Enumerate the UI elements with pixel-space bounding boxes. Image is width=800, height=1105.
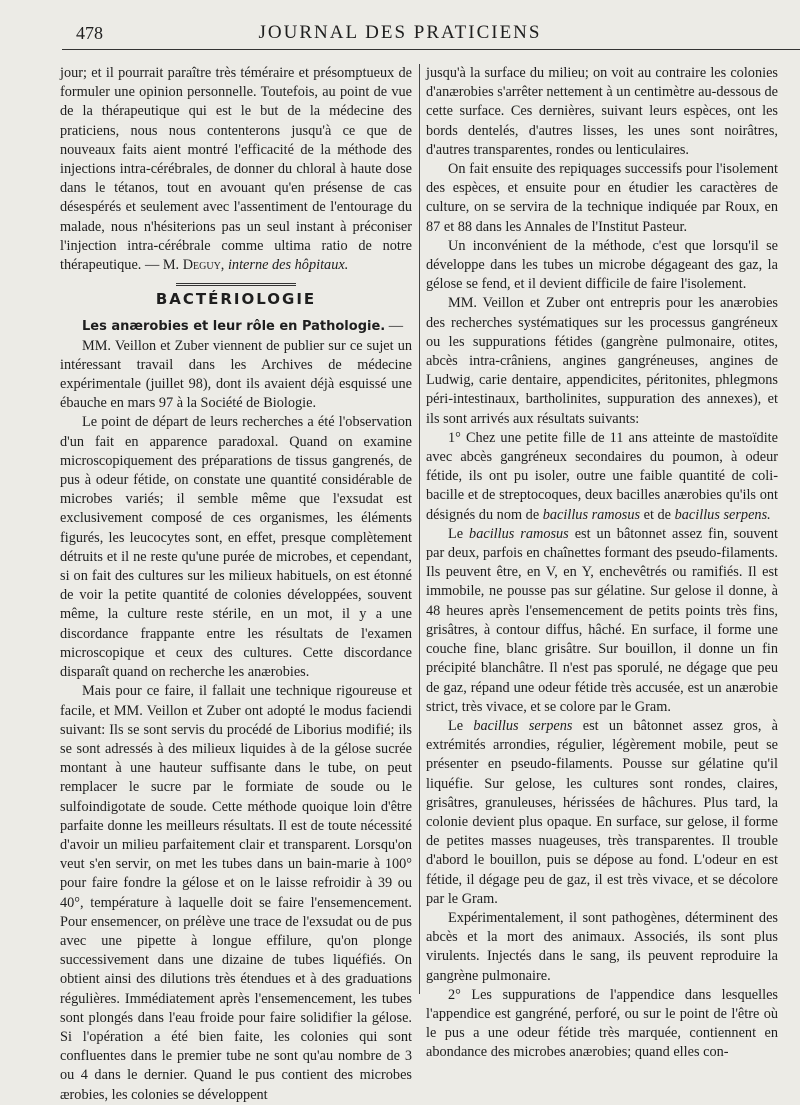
paragraph [60, 317, 412, 336]
paragraph [426, 717, 778, 909]
species-name: bacillus serpens [473, 717, 573, 734]
paragraph: Le point de départ de leurs recherches a été l'observation d'un fait en apparence paradoxal. Quand on examine microscopiquement des préparations de tissus gangrenés, de pus à odeur fétide, on constate une quantité considérable de microbes variés; il semble même que l'exsudat est exclusivement composé de ces organismes, les éléments figurés, les leucocytes sont, en effet, presque complètement détruits et il ne reste qu'une purée de microbes, et cependant, si on fait des cultures sur les milieux habituels, on est étonné de voir la petite quantité de colonies développées, souvent même, la culture reste stérile, en un mot, il y a une discordance frappante entre les résultats de l'examen microscopique et ceux des cultures. Cette discordance disparaît quand on recherche les anærobies. [60, 414, 412, 681]
section-rule [176, 283, 296, 286]
article-dash: — [385, 318, 404, 335]
paragraph-text: est un bâtonnet assez fin, souvent par deux, parfois en chaînettes formant des pseudo-filaments. Ils peuvent être, en V, en Y, enchevêtrés ou ramifiés. Il est immobile, ne pousse pas sur gélatine. Sur gelose il donne, à 48 heures après l'ensemencement de petits points très fins, grisâtres, à contour diffus, hâché. En surface, il forme une couche fine, blanc grisâtre. Sur bouillon, il donne un fin précipité blanchâtre. Il n'est pas sporulé, ne dégage que peu de gaz, répand une odeur fétide très accusée, est un anærobie strict, très vivace, et se colore par le Gram. [426, 525, 779, 715]
author-name: Deguy, [182, 257, 225, 274]
paragraph-text: Le [448, 525, 470, 542]
paragraph-text: jour; et il pourrait paraître très téméraire et présomptueux de formuler une opinion personnelle. Toutefois, au point de vue de la thérapeutique qui est le but de la médecine des praticiens, nous nous contenterons jusqu'à ce que de nouveaux faits aient montré l'efficacité de la méthode des injections intra-cérébrales, de donner du chloral à haute dose dans le tétanos, tout en avouant qu'en présense de cas désespérés et seulement avec l'assentiment de l'entourage du malade, nous n'hésiterions pas un seul instant à préconiser l'injection intra-cérébrale comme ultima ratio de notre thérapeutique. — M. [60, 65, 412, 274]
article-title: Les anærobies et leur rôle en Pathologie. [82, 319, 386, 335]
paragraph: Expérimentalement, il sont pathogènes, déterminent des abcès et la mort des animaux. Associés, ils sont plus virulents. Injectés dans le sang, ils peuvent reproduire la gangrène pulmonaire. [426, 909, 778, 984]
right-column [426, 64, 778, 1063]
paragraph: Un inconvénient de la méthode, c'est que lorsqu'il se développe dans les tubes un microbe dégageant des gaz, la gélose se fend, et il devient difficile de faire l'isolement. [426, 237, 778, 293]
header-rule [62, 49, 800, 50]
paragraph: On fait ensuite des repiquages successifs pour l'isolement des espèces, et ensuite pour en étudier les caractères de culture, on se servira de la technique indiquée par Roux, en 87 et 88 dans les Annales de l'Institut Pasteur. [426, 161, 778, 235]
page-header [0, 20, 800, 50]
paragraph [426, 525, 778, 717]
species-name: bacillus serpens. [674, 506, 771, 523]
species-name: bacillus ramosus [469, 525, 569, 542]
paragraph-text: 1° Chez une petite fille de 11 ans atteinte de mastoïdite avec abcès gangréneux secondaires du poumon, à odeur fétide, ils ont pu isoler, outre une faible quantité de coli-bacille et de streptocoques, deux bacilles anærobies qu'ils ont désignés du nom de [426, 429, 778, 523]
species-name: bacillus ramosus [542, 506, 641, 523]
paragraph-text: est un bâtonnet assez gros, à extrémités arrondies, régulier, légèrement mobile, peut se présenter en pseudo-filaments. Pousse sur gélatine qu'il liquéfie. Sur gelose, les cultures sont rondes, claires, grisâtres, granuleuses, hérissées de hâchures. Plus tard, la colonie devient plus opaque. En surface, sur gelose, il forme de petites masses nuageuses, très transparentes. Il trouble d'abord le bouillon, puis se dépose au fond. L'odeur en est fétide, il dégage peu de gaz, il est très vivace, et se décolore par le Gram. [426, 717, 778, 907]
paragraph [60, 64, 412, 275]
page-number: 478 [76, 23, 103, 43]
paragraph-text: Le [448, 717, 474, 734]
left-column [60, 64, 412, 1105]
paragraph-text: et de [640, 506, 675, 523]
column-divider [419, 64, 420, 994]
journal-title: JOURNAL DES PRATICIENS [258, 22, 542, 43]
paragraph: 2° Les suppurations de l'appendice dans lesquelles l'appendice est gangréné, perforé, ou sur le point de l'être où le pus a une odeur fétide très marquée, contiennent en abondance des microbes anærobies; quand elles con- [426, 986, 778, 1061]
paragraph: Mais pour ce faire, il fallait une technique rigoureuse et facile, et MM. Veillon et Zuber ont adopté le modus faciendi suivant: Ils se sont servis du procédé de Liborius modifié; ils se sont adressés à des milieux liquides à de la gélose sucrée montant à une hauteur suffisante dans le tube, on peut remplacer le sucre par le formiate de soude ou le sulfoindigotate de soude. Cette méthode quoique loin d'être parfaite donne les meilleurs résultats. Il est de toute nécessité d'avoir un milieu parfaitement clair et transparent. Lorsqu'on veut s'en servir, on met les tubes dans un bain-marie à 100° pour faire fondre la gélose et on le laisse refroidir à 39 ou 40°, température à laquelle doit se faire l'ensemencement. Pour ensemencer, on prélève une trace de l'exsudat ou de pus avec une pipette à longue effilure, qu'on plonge successivement dans une dizaine de tubes liquéfiés. On obtient ainsi des dilutions très étendues et à des graduations régulières. Immédiatement après l'ensemencement, les tubes sont plongés dans l'eau froide pour faire solidifier la gélose. Si l'opération a été bien faite, les colonies qui sont confluentes dans le premier tube ne sont qu'au nombre de 3 ou 4 dans le dernier. Quand le pus contient des microbes ærobies, les colonies se développent [60, 683, 412, 1103]
section-title: BACTÉRIOLOGIE [155, 290, 317, 309]
author-role: interne des hôpitaux. [227, 257, 349, 274]
paragraph: MM. Veillon et Zuber ont entrepris pour les anærobies des recherches systématiques sur les processus gangréneux ou les suppurations fétides (gangrène pulmonaire, otites, abcès intra-crâniens, angines gangréneuses, angines de Ludwig, carie dentaire, appendicites, péritonites, phlegmons péri-intestinaux, bartholinites, suppuration des annexes), et ils sont arrivés aux résultats suivants: [426, 295, 778, 427]
paragraph: jusqu'à la surface du milieu; on voit au contraire les colonies d'anærobies s'arrêter nettement à un centimètre au-dessous de cette surface. Ces dernières, suivant leurs espèces, ont les bords dentelés, d'autres lisses, les unes sont noirâtres, d'autres transparentes, rondes ou lenticulaires. [426, 65, 778, 158]
paragraph: MM. Veillon et Zuber viennent de publier sur ce sujet un intéressant travail dans les Archives de médecine expérimentale (juillet 98), dont ils avaient déjà esquissé une ébauche en mars 97 à la Société de Biologie. [60, 337, 412, 412]
paragraph [426, 429, 778, 525]
